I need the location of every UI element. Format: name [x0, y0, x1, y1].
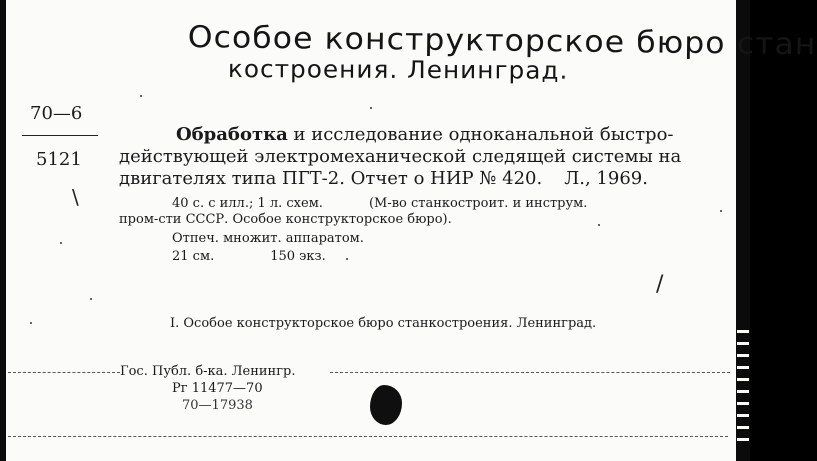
speck [90, 298, 92, 300]
library-name: Гос. Публ. б-ка. Ленингр. [120, 364, 296, 379]
entry-description-line1 [172, 196, 587, 211]
speck [370, 107, 372, 109]
entry-description-line2: пром-сти СССР. Особое конструкторское бюро). [119, 212, 452, 227]
entry-title-line3 [119, 168, 648, 189]
handwritten-heading-line1: Особое конструкторское бюро стан [187, 20, 817, 63]
registration-number: Рг 11477—70 [172, 381, 263, 396]
classification-divider [22, 135, 98, 136]
handwritten-heading-line2: костроения. Ленинград. [227, 55, 569, 85]
entry-place-year: Л., 1969. [564, 168, 648, 189]
subject-heading: I. Особое конструкторское бюро станкостроения. Ленинград. [170, 316, 597, 331]
entry-title-line2: действующей электромеханической следящей системы на [119, 146, 682, 167]
dashed-rule-left [8, 372, 120, 373]
speck [720, 210, 722, 212]
speck [346, 258, 348, 260]
speck [598, 224, 600, 226]
dashed-rule-right [330, 372, 730, 373]
entry-report: двигателях типа ПГТ-2. Отчет о НИР № 420. [119, 168, 543, 189]
scan-border-right [736, 0, 750, 461]
classification-upper: 70—6 [30, 103, 83, 124]
entry-title-line1 [176, 124, 674, 145]
pencil-mark: \ [72, 185, 79, 209]
speck [140, 95, 142, 97]
entry-title-rest: и исследование одноканальной быстро- [287, 124, 674, 145]
entry-pages: 40 с. с илл.; 1 л. схем. [172, 196, 323, 211]
classification-lower: 5121 [36, 149, 82, 170]
speck [30, 322, 32, 324]
ink-blot [370, 385, 402, 425]
dashed-rule-bottom [8, 436, 728, 437]
entry-copies: 150 экз. [270, 249, 326, 264]
entry-title-bold: Обработка [176, 124, 288, 145]
pencil-mark: / [656, 272, 664, 297]
entry-publisher-a: (М-во станкостроит. и инструм. [368, 196, 588, 211]
order-number: 70—17938 [182, 398, 253, 413]
entry-description-line4 [172, 249, 326, 264]
entry-size: 21 см. [172, 249, 215, 264]
speck [60, 242, 62, 244]
entry-description-line3: Отпеч. множит. аппаратом. [172, 231, 364, 246]
scan-border-left [0, 0, 6, 461]
